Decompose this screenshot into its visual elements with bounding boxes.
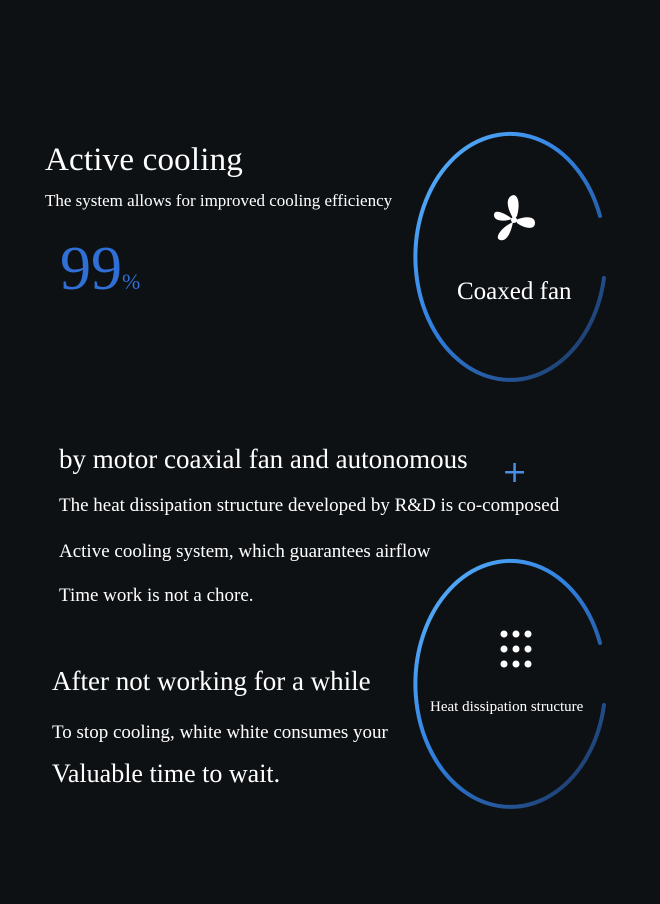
efficiency-stat (60, 235, 141, 303)
active-cooling-title: Active cooling (45, 142, 243, 178)
coaxed-fan-label: Coaxed fan (457, 278, 572, 305)
section2-line3: Time work is not a chore. (59, 585, 254, 606)
coaxed-fan-ring (408, 128, 612, 384)
heat-dissipation-label: Heat dissipation structure (430, 699, 584, 715)
section2-heading: by motor coaxial fan and autonomous (59, 444, 468, 474)
section2-line1: The heat dissipation structure developed by R&D is co-composed (59, 495, 560, 516)
stat-unit: % (122, 269, 141, 294)
active-cooling-subtitle: The system allows for improved cooling efficiency (45, 191, 393, 210)
section3-line2: Valuable time to wait. (52, 759, 281, 788)
heat-dissipation-ring (408, 555, 612, 811)
plus-icon: + (502, 455, 528, 490)
fan-icon (491, 192, 537, 248)
stat-value: 99 (60, 235, 122, 303)
section2-line2: Active cooling system, which guarantees airflow (59, 541, 431, 562)
dot-grid-icon (499, 629, 533, 669)
section3-heading: After not working for a while (52, 666, 371, 696)
section3-line1: To stop cooling, white white consumes your (52, 722, 388, 743)
